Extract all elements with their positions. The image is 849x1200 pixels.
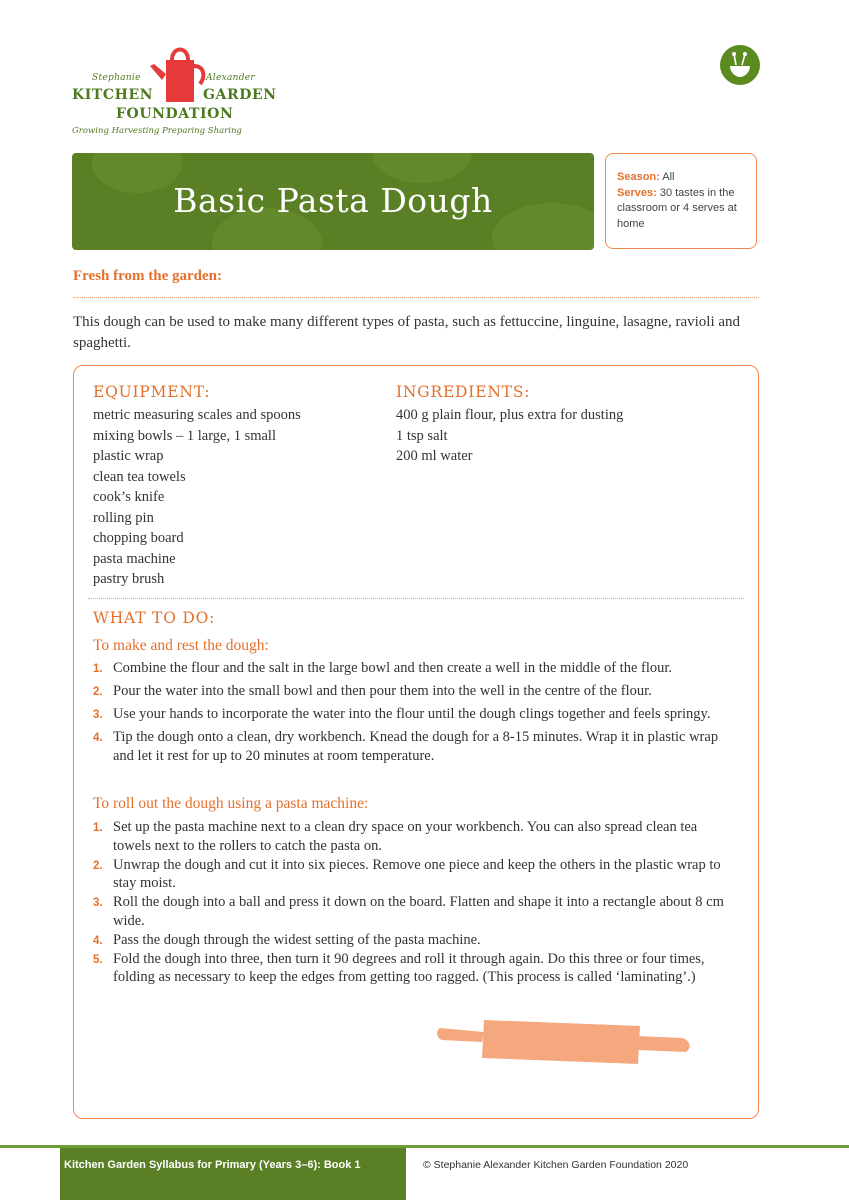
step-text: Tip the dough onto a clean, dry workbench. Knead the dough for a 8-15 minutes. Wrap it in plastic wrap and let it rest for up to 20 minutes at room temperature. — [113, 729, 719, 764]
step-number: 5. — [93, 953, 103, 966]
list-item: 400 g plain flour, plus extra for dusting — [396, 407, 624, 423]
step-text: Pour the water into the small bowl and then pour them into the well in the centre of the flour. — [113, 683, 652, 699]
title-banner — [72, 153, 594, 250]
step-item — [93, 705, 733, 724]
list-item: metric measuring scales and spoons — [93, 407, 301, 423]
step-number: 4. — [93, 732, 103, 744]
season-label: Season: — [617, 171, 660, 183]
step-item — [93, 659, 733, 678]
ingredients-list — [396, 405, 623, 467]
bowl-icon — [720, 45, 760, 85]
equipment-list — [93, 405, 301, 590]
logo-foundation: FOUNDATION — [116, 106, 234, 122]
step-item — [93, 893, 733, 930]
foundation-logo — [72, 44, 282, 140]
step-number: 3. — [93, 709, 103, 721]
divider — [88, 598, 744, 599]
list-item: 200 ml water — [396, 448, 473, 464]
recipe-info-box — [605, 153, 757, 249]
what-to-do-heading: WHAT TO DO: — [93, 609, 216, 627]
step-text: Set up the pasta machine next to a clean dry space on your workbench. You can also spread clean tea towels next to the rollers to catch the pasta on. — [113, 819, 698, 854]
season-row — [617, 170, 746, 186]
step-number: 3. — [93, 897, 103, 909]
footer-title: Kitchen Garden Syllabus for Primary (Years 3–6): Book 1 — [60, 1148, 406, 1200]
step-text: Pass the dough through the widest setting of the pasta machine. — [113, 931, 481, 948]
step-text: Combine the flour and the salt in the large bowl and then create a well in the middle of the flour. — [113, 660, 673, 676]
step-item — [93, 931, 733, 950]
equipment-heading: EQUIPMENT: — [93, 383, 211, 401]
list-item: clean tea towels — [93, 468, 186, 485]
step-text: Roll the dough into a ball and press it down on the board. Flatten and shape it into a rectangle about 8 cm wide. — [113, 894, 724, 929]
step-item — [93, 818, 733, 855]
list-item: plastic wrap — [93, 448, 164, 464]
step-number: 2. — [93, 686, 103, 698]
step-number: 1. — [93, 822, 103, 834]
roll-dough-steps — [93, 818, 733, 987]
step-item — [93, 950, 733, 987]
divider — [73, 297, 759, 298]
ingredients-heading: INGREDIENTS: — [396, 383, 531, 401]
step-text: Fold the dough into three, then turn it 90 degrees and roll it through again. Do this three or four times, folding as necessary to keep the edges from getting too ragged. (This process is called ‘laminating’.) — [113, 950, 705, 985]
step-number: 1. — [93, 663, 103, 675]
season-value: All — [662, 171, 675, 183]
serves-row — [617, 186, 746, 233]
step-item — [93, 682, 733, 701]
intro-paragraph: This dough can be used to make many different types of pasta, such as fettuccine, linguine, lasagne, ravioli and spaghetti. — [73, 314, 741, 351]
logo-last-name: Alexander — [206, 73, 256, 83]
make-dough-steps — [93, 659, 733, 770]
make-dough-heading: To make and rest the dough: — [93, 637, 269, 654]
list-item: mixing bowls – 1 large, 1 small — [93, 427, 276, 444]
step-text: Unwrap the dough and cut it into six pieces. Remove one piece and keep the others in the plastic wrap to stay moist. — [113, 856, 721, 891]
roll-dough-heading: To roll out the dough using a pasta machine: — [93, 795, 369, 812]
list-item: rolling pin — [93, 509, 154, 526]
list-item: chopping board — [93, 530, 184, 546]
list-item: pasta machine — [93, 550, 176, 567]
fresh-heading: Fresh from the garden: — [73, 268, 223, 284]
serves-value: 30 tastes in the classroom or 4 serves at home — [617, 186, 737, 230]
list-item: pastry brush — [93, 571, 165, 587]
step-number: 2. — [93, 859, 103, 872]
list-item: cook’s knife — [93, 489, 165, 505]
page-title: Basic Pasta Dough — [173, 181, 493, 220]
rolling-pin-icon — [436, 1010, 694, 1066]
step-number: 4. — [93, 934, 103, 947]
logo-kitchen: KITCHEN — [72, 87, 154, 103]
list-item: 1 tsp salt — [396, 427, 448, 444]
footer-copyright: © Stephanie Alexander Kitchen Garden Foundation 2020 — [423, 1159, 689, 1171]
step-text: Use your hands to incorporate the water into the flour until the dough clings together and feels springy. — [113, 706, 711, 722]
serves-label: Serves: — [617, 186, 657, 199]
logo-garden: GARDEN — [203, 87, 277, 103]
logo-tagline: Growing Harvesting Preparing Sharing — [72, 126, 242, 136]
step-item — [93, 728, 733, 765]
logo-first-name: Stephanie — [92, 73, 141, 83]
step-item — [93, 856, 733, 893]
